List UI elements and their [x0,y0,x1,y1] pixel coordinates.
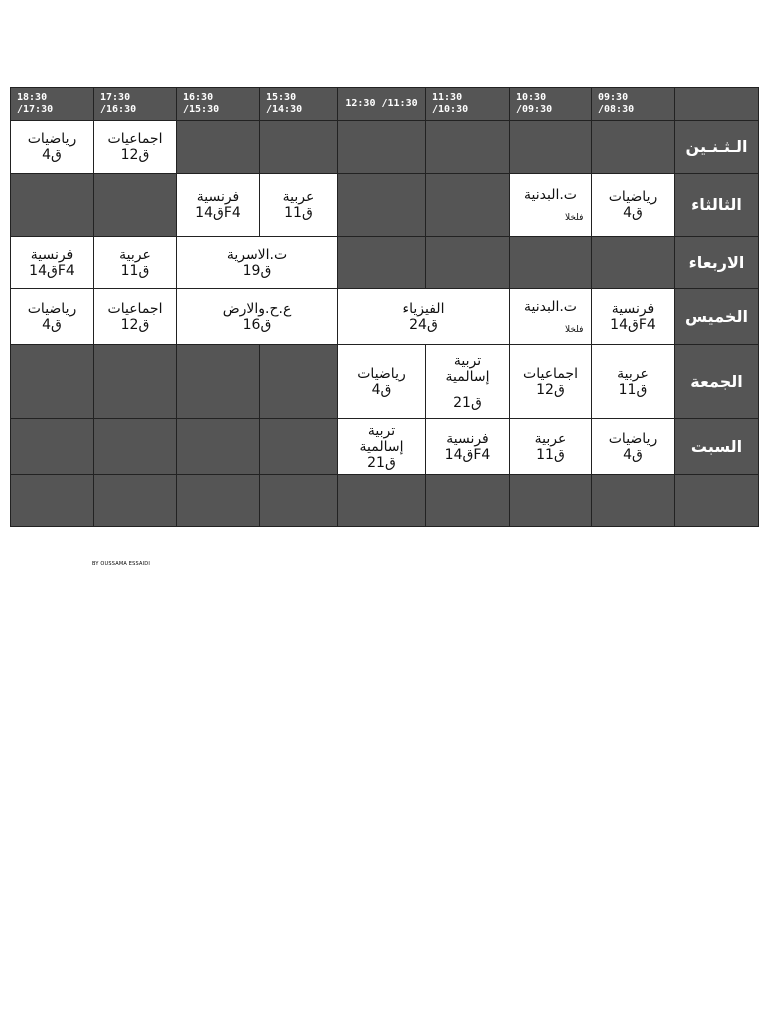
empty-slot [338,174,426,237]
empty-slot [426,121,510,174]
class-cell: عربية ق11 [592,345,675,419]
timetable [10,87,759,527]
class-cell: ت.البدنية فلخلا [510,174,592,237]
empty-slot [260,121,338,174]
day-row-saturday [11,419,759,475]
empty-slot [592,121,675,174]
empty-slot [94,419,177,475]
class-cell: فرنسية ق14F4 [426,419,510,475]
class-cell: فرنسية ق14F4 [177,174,260,237]
class-cell: ت.البدنية فلخلا [510,289,592,345]
class-cell: فرنسية ق14F4 [11,237,94,289]
empty-row [11,475,759,527]
class-cell: رياضيات ق4 [11,289,94,345]
empty-slot [177,345,260,419]
class-cell: اجماعيات ق12 [94,289,177,345]
empty-slot [510,121,592,174]
time-slot-header: 17:30 /16:30 [94,88,177,121]
class-cell: ع.ح.والارض ق16 [177,289,338,345]
empty-slot [11,345,94,419]
class-cell: عربية ق11 [260,174,338,237]
day-label: الـثـنـين [675,121,759,174]
empty-slot [426,174,510,237]
empty-slot [510,237,592,289]
empty-slot [592,237,675,289]
empty-slot [592,475,675,527]
day-label: السبت [675,419,759,475]
empty-slot [510,475,592,527]
class-cell: رياضيات ق4 [592,174,675,237]
empty-slot [11,419,94,475]
class-note: فلخلا [565,213,584,223]
empty-slot [338,237,426,289]
author-credit: BY OUSSAMA ESSAIDI [92,561,150,567]
class-cell: فرنسية ق14F4 [592,289,675,345]
header-row [11,88,759,121]
empty-slot [177,419,260,475]
empty-slot [177,475,260,527]
empty-slot [177,121,260,174]
empty-day-label [675,475,759,527]
class-cell: تربية إسالمية ق21 [338,419,426,475]
time-slot-header: 10:30 /09:30 [510,88,592,121]
class-cell: عربية ق11 [510,419,592,475]
class-cell: رياضيات ق4 [11,121,94,174]
time-slot-header: 09:30 /08:30 [592,88,675,121]
time-slot-header: 18:30 /17:30 [11,88,94,121]
day-label: الجمعة [675,345,759,419]
empty-slot [338,121,426,174]
class-cell: عربية ق11 [94,237,177,289]
time-slot-header: 11:30 /10:30 [426,88,510,121]
empty-slot [260,419,338,475]
day-row-friday [11,345,759,419]
day-label: الثالثاء [675,174,759,237]
class-cell: اجماعيات ق12 [510,345,592,419]
time-slot-header: 12:30 /11:30 [338,88,426,121]
empty-slot [260,345,338,419]
corner-cell [675,88,759,121]
day-label: الاربعاء [675,237,759,289]
day-label: الخميس [675,289,759,345]
class-note: فلخلا [565,324,584,335]
empty-slot [260,475,338,527]
class-cell: اجماعيات ق12 [94,121,177,174]
day-row-wednesday [11,237,759,289]
day-row-tuesday [11,174,759,237]
day-row-thursday [11,289,759,345]
class-cell: رياضيات ق4 [338,345,426,419]
time-slot-header: 16:30 /15:30 [177,88,260,121]
empty-slot [94,174,177,237]
class-cell: تربية إسالمية ق21 [426,345,510,419]
empty-slot [94,475,177,527]
day-row-monday [11,121,759,174]
empty-slot [338,475,426,527]
empty-slot [426,237,510,289]
empty-slot [11,174,94,237]
class-cell: الفيزياء ق24 [338,289,510,345]
empty-slot [94,345,177,419]
empty-slot [426,475,510,527]
time-slot-header: 15:30 /14:30 [260,88,338,121]
empty-slot [11,475,94,527]
class-cell: ت.الاسرية ق19 [177,237,338,289]
class-cell: رياضيات ق4 [592,419,675,475]
